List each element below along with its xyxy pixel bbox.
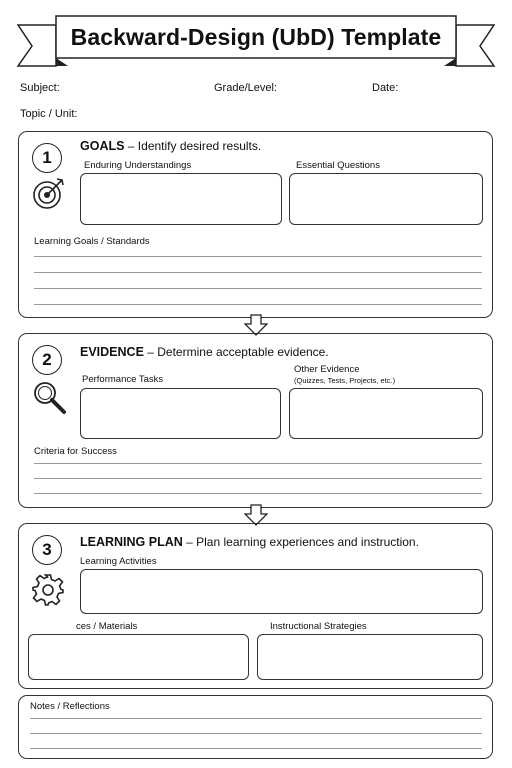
topic-label: Topic / Unit:	[20, 108, 78, 120]
page-title: Backward-Design (UbD) Template	[70, 24, 442, 50]
notes-line[interactable]	[30, 748, 482, 749]
plan-heading: LEARNING PLAN	[80, 535, 183, 549]
other-evidence-box[interactable]	[289, 388, 483, 439]
date-label: Date:	[372, 82, 399, 94]
performance-box[interactable]	[80, 388, 281, 439]
essential-box[interactable]	[289, 173, 483, 225]
enduring-box[interactable]	[80, 173, 282, 225]
criteria-line[interactable]	[34, 463, 482, 464]
notes-label: Notes / Reflections	[30, 701, 110, 712]
resources-box[interactable]	[28, 634, 249, 680]
standards-line[interactable]	[34, 288, 482, 289]
goals-number: 1	[32, 143, 62, 173]
subject-label: Subject:	[20, 82, 60, 94]
goals-subtitle: – Identify desired results.	[127, 139, 262, 153]
standards-line[interactable]	[34, 304, 482, 305]
plan-title	[80, 535, 419, 549]
grade-label: Grade/Level:	[214, 82, 277, 94]
standards-line[interactable]	[34, 256, 482, 257]
activities-box[interactable]	[80, 569, 483, 614]
notes-line[interactable]	[30, 718, 482, 719]
performance-label: Performance Tasks	[82, 374, 164, 385]
evidence-heading: EVIDENCE	[80, 345, 144, 359]
standards-line[interactable]	[34, 272, 482, 273]
target-icon	[33, 176, 67, 210]
criteria-line[interactable]	[34, 478, 482, 479]
strategies-label: Instructional Strategies	[270, 621, 367, 632]
evidence-subtitle: – Determine acceptable evidence.	[147, 345, 329, 359]
resources-label: ces / Materials	[76, 621, 138, 632]
activities-label: Learning Activities	[80, 556, 157, 567]
gear-icon	[31, 573, 65, 607]
enduring-label: Enduring Understandings	[84, 160, 192, 171]
criteria-label: Criteria for Success	[34, 446, 117, 457]
evidence-title	[80, 345, 329, 359]
plan-subtitle: – Plan learning experiences and instruction.	[186, 535, 419, 549]
criteria-line[interactable]	[34, 493, 482, 494]
plan-number: 3	[32, 535, 62, 565]
evidence-number: 2	[32, 345, 62, 375]
magnifier-icon	[33, 381, 67, 415]
goals-heading: GOALS	[80, 139, 125, 153]
standards-label: Learning Goals / Standards	[34, 236, 150, 247]
other-evidence-label: Other Evidence	[294, 364, 360, 375]
goals-title	[80, 139, 261, 153]
notes-line[interactable]	[30, 733, 482, 734]
essential-label: Essential Questions	[296, 160, 380, 171]
other-evidence-sublabel: (Quizzes, Tests, Projects, etc.)	[294, 376, 396, 385]
strategies-box[interactable]	[257, 634, 483, 680]
